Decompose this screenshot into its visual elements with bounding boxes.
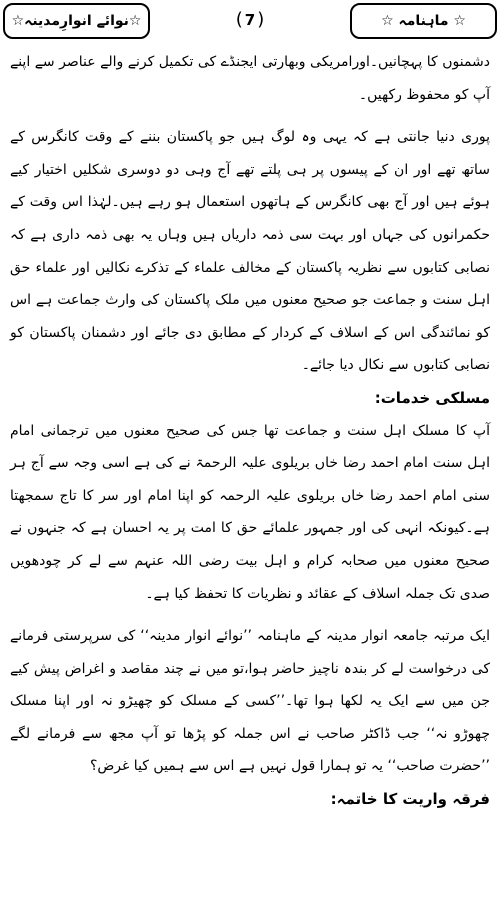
page-bracket-close: )	[257, 9, 265, 30]
page-bracket-open: (	[235, 9, 243, 30]
magazine-title: ☆نوائے انوارِمدینہ☆	[11, 13, 142, 29]
paragraph: دشمنوں کا پہچانیں۔اورامریکی وبھارتی ایجنڈے کی تکمیل کرنے والے عناصر سے اپنے آپ کو محفوظ رکھیں۔	[10, 54, 490, 103]
section-heading: فرقہ واریت کا خاتمہ:	[330, 790, 490, 809]
page-header	[3, 3, 497, 41]
magazine-label-box	[350, 3, 497, 39]
magazine-label: ☆ ماہنامہ ☆	[381, 13, 466, 29]
page-number-block	[236, 9, 265, 30]
paragraph: ایک مرتبہ جامعہ انوار مدینہ کے ماہنامہ ’’نوائے انوار مدینہ‘‘ کی سرپرستی فرمانے کی درخواست لے کر بندہ ناچیز حاضر ہوا،تو میں نے چند مقاصد و اغراض پیش کیے جن میں سے ایک یہ لکھا ہوا تھا۔’’کسی کے مسلک کو چھیڑو نہ اور اپنا مسلک چھوڑو نہ‘‘ جب ڈاکٹر صاحب نے اس جملہ کو پڑھا تو آپ مجھ سے فرمانے لگے ’’حضرت صاحب‘‘ یہ تو ہمارا قول نہیں ہے اس سے ہمیں کیا غرض؟	[10, 628, 490, 775]
magazine-title-box	[3, 3, 150, 39]
section-heading: مسلکی خدمات:	[374, 388, 490, 407]
page-number: 7	[244, 10, 256, 29]
paragraph: آپ کا مسلک اہل سنت و جماعت تھا جس کی صحیح معنوں میں ترجمانی امام اہل سنت امام احمد رضا خاں بریلوی علیہ الرحمۃ نے کی ہے اسی وجہ سے آج ہر سنی امام احمد رضا خاں بریلوی علیہ الرحمہ کو اپنا امام اور سر کا تاج سمجھتا ہے۔کیونکہ انہی کی اور جمہور علمائے حق کا امت پر یہ احسان ہے کہ جنہوں نے صحیح معنوں میں صحابہ کرام و اہل بیت رضی اللہ عنہم سے لے کر چودھویں صدی تک جملہ اسلاف کے عقائد و نظریات کا تحفظ کیا ہے۔	[10, 422, 490, 602]
article-body	[10, 46, 490, 816]
paragraph: پوری دنیا جانتی ہے کہ یہی وہ لوگ ہیں جو پاکستان بننے کے وقت کانگرس کے ساتھ تھے اور ان کے پیسوں پر ہی پلتے تھے آج وہی دو دوسری شکلیں اختیار کیے ہوئے ہیں اور آج بھی کانگرس کے ہاتھوں استعمال ہو رہے ہیں۔لہٰذا اس وقت کے حکمرانوں کی جہاں اور بہت سی ذمہ داریاں ہیں وہاں یہ بھی ذمہ داری ہے کہ نصابی کتابوں سے نظریہ پاکستان کے مخالف علماء کے تذکرے نکالیں اور علماء حق اہل سنت و جماعت جو صحیح معنوں میں ملک پاکستان کی وارث جماعت ہے اس کو نمائندگی اس کے اسلاف کے کردار کے مطابق دی جائے اور دشمنان پاکستان کو نصابی کتابوں سے نکال دیا جائے۔	[10, 129, 490, 374]
